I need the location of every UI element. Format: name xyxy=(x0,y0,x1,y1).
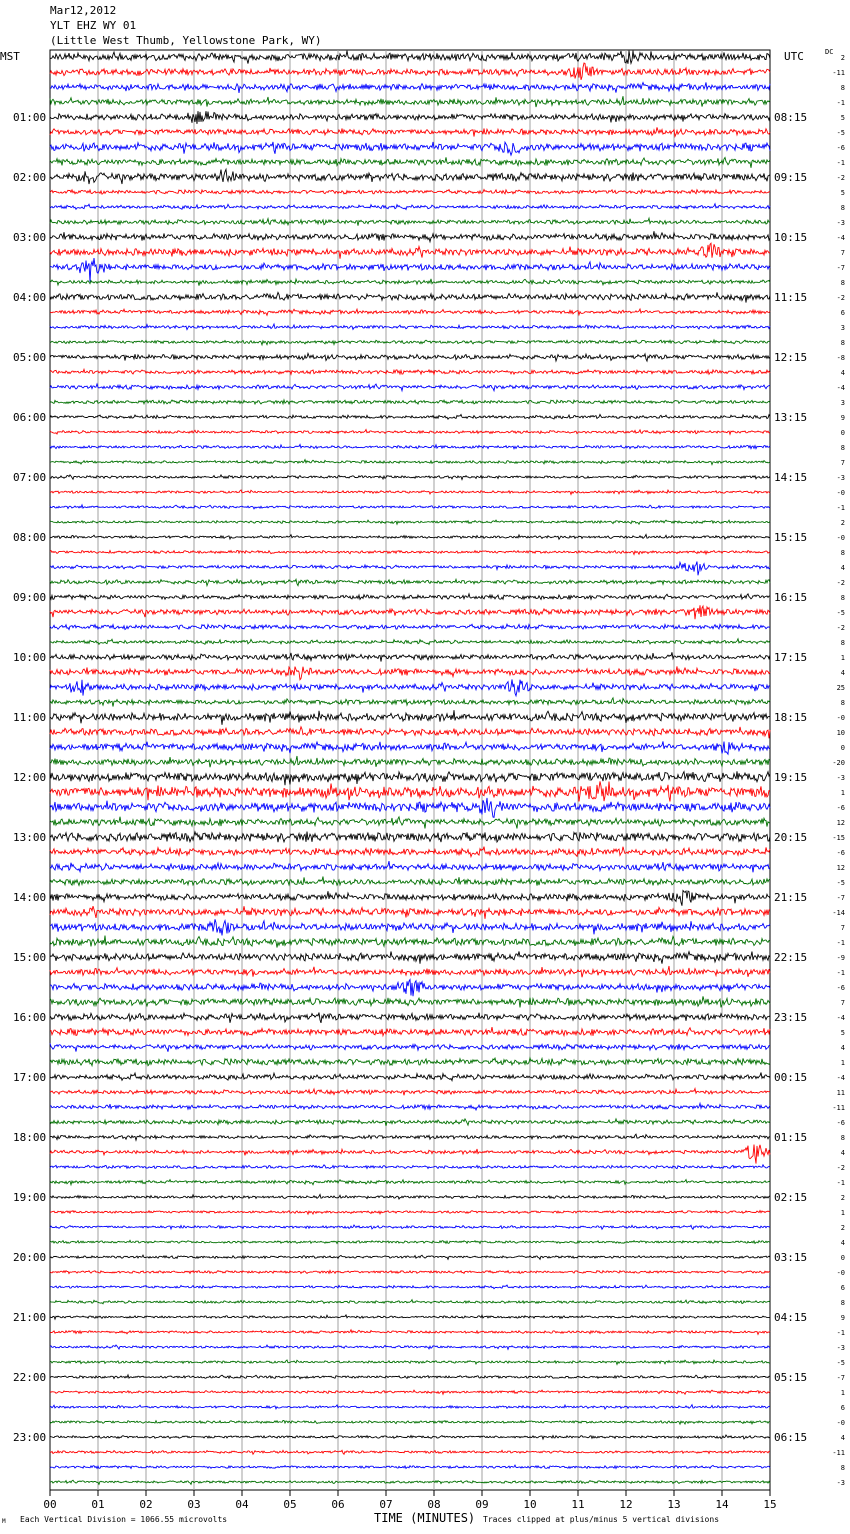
left-timezone-label: MST xyxy=(0,50,20,63)
seismic-trace xyxy=(50,1058,770,1066)
dc-offset-value: -1 xyxy=(836,159,845,167)
seismic-trace xyxy=(50,877,770,886)
seismic-trace xyxy=(50,919,770,935)
left-hour-label: 14:00 xyxy=(13,891,47,904)
dc-offset-value: -3 xyxy=(836,1344,845,1352)
right-hour-label: 06:15 xyxy=(774,1431,808,1444)
dc-offset-value: -6 xyxy=(836,849,845,857)
dc-offset-value: -1 xyxy=(836,939,845,947)
seismic-trace xyxy=(50,1240,770,1243)
dc-offset-value: -1 xyxy=(836,1179,845,1187)
left-hour-label: 21:00 xyxy=(13,1311,47,1324)
seismic-trace xyxy=(50,781,770,801)
dc-offset-value: -14 xyxy=(832,909,845,917)
seismic-trace xyxy=(50,906,770,919)
x-tick-label: 02 xyxy=(139,1498,153,1511)
x-tick-label: 13 xyxy=(667,1498,681,1511)
right-hour-label: 08:15 xyxy=(774,111,808,124)
dc-offset-value: 8 xyxy=(840,84,845,92)
seismic-trace xyxy=(50,96,770,107)
right-hour-label: 03:15 xyxy=(774,1251,808,1264)
seismic-trace xyxy=(50,1043,770,1051)
dc-offset-value: 1 xyxy=(840,1059,845,1067)
seismic-trace xyxy=(50,460,770,465)
x-tick-label: 15 xyxy=(763,1498,777,1511)
dc-offset-value: -2 xyxy=(836,579,845,587)
dc-offset-value: -2 xyxy=(836,1164,845,1172)
dc-offset-value: -3 xyxy=(836,474,845,482)
left-hour-label: 13:00 xyxy=(13,831,47,844)
seismic-trace xyxy=(50,936,770,948)
left-hour-label: 23:00 xyxy=(13,1431,47,1444)
seismic-trace xyxy=(50,204,770,210)
seismic-trace xyxy=(50,169,770,184)
seismic-trace xyxy=(50,1089,770,1096)
dc-offset-value: 3 xyxy=(840,324,845,332)
seismic-trace xyxy=(50,142,770,155)
seismic-trace xyxy=(50,1103,770,1110)
dc-offset-value: 8 xyxy=(840,549,845,557)
dc-offset-value: 8 xyxy=(840,639,845,647)
dc-offset-value: 9 xyxy=(840,414,845,422)
right-hour-label: 12:15 xyxy=(774,351,808,364)
seismic-trace xyxy=(50,1225,770,1229)
seismic-trace xyxy=(50,1450,770,1454)
seismic-trace xyxy=(50,63,770,80)
seismic-trace xyxy=(50,279,770,286)
right-hour-label: 13:15 xyxy=(774,411,808,424)
dc-offset-value: 8 xyxy=(840,204,845,212)
seismic-trace xyxy=(50,891,770,906)
dc-offset-value: 8 xyxy=(840,444,845,452)
seismic-trace xyxy=(50,579,770,585)
seismic-trace xyxy=(50,996,770,1007)
dc-offset-value: 0 xyxy=(840,429,845,437)
left-hour-label: 02:00 xyxy=(13,171,47,184)
dc-offset-header: DC xyxy=(825,48,834,56)
seismic-trace xyxy=(50,727,770,739)
dc-offset-value: 8 xyxy=(840,1464,845,1472)
dc-offset-value: -8 xyxy=(836,354,845,362)
right-hour-label: 20:15 xyxy=(774,831,808,844)
right-hour-label: 19:15 xyxy=(774,771,808,784)
seismic-trace xyxy=(50,157,770,168)
seismic-trace xyxy=(50,292,770,302)
seismic-trace xyxy=(50,562,770,576)
x-tick-label: 14 xyxy=(715,1498,729,1511)
seismic-trace xyxy=(50,535,770,540)
seismic-trace xyxy=(50,594,770,600)
dc-offset-value: 8 xyxy=(840,1134,845,1142)
right-hour-label: 10:15 xyxy=(774,231,808,244)
seismic-trace xyxy=(50,445,770,449)
header-date: Mar12,2012 xyxy=(50,4,117,17)
dc-offset-value: 4 xyxy=(840,1434,845,1442)
seismic-trace xyxy=(50,1145,770,1164)
left-hour-label: 19:00 xyxy=(13,1191,47,1204)
left-hour-label: 22:00 xyxy=(13,1371,47,1384)
seismic-trace xyxy=(50,353,770,361)
dc-offset-value: -4 xyxy=(836,1074,845,1082)
seismic-trace xyxy=(50,666,770,679)
seismic-trace xyxy=(50,847,770,857)
dc-offset-value: -2 xyxy=(836,174,845,182)
dc-offset-value: 4 xyxy=(840,1149,845,1157)
dc-offset-value: 4 xyxy=(840,369,845,377)
seismic-trace xyxy=(50,82,770,93)
seismic-trace xyxy=(50,741,770,754)
dc-offset-value: -1 xyxy=(836,969,845,977)
seismic-trace xyxy=(50,384,770,391)
seismic-trace xyxy=(50,1134,770,1140)
seismic-trace xyxy=(50,231,770,242)
header-station: YLT EHZ WY 01 xyxy=(50,19,137,32)
seismic-trace xyxy=(50,1390,770,1394)
seismic-trace xyxy=(50,309,770,315)
seismic-trace xyxy=(50,1073,770,1081)
seismic-trace xyxy=(50,1271,770,1274)
left-hour-label: 15:00 xyxy=(13,951,47,964)
x-tick-label: 04 xyxy=(235,1498,249,1511)
seismic-trace xyxy=(50,218,770,226)
right-hour-label: 14:15 xyxy=(774,471,808,484)
dc-offset-value: -2 xyxy=(836,624,845,632)
dc-offset-value: 4 xyxy=(840,564,845,572)
seismic-trace xyxy=(50,1255,770,1259)
dc-offset-value: -0 xyxy=(836,1269,845,1277)
right-hour-label: 02:15 xyxy=(774,1191,808,1204)
dc-offset-value: 12 xyxy=(836,864,845,872)
dc-offset-value: -5 xyxy=(836,879,845,887)
dc-offset-value: -0 xyxy=(836,714,845,722)
dc-offset-value: 7 xyxy=(840,999,845,1007)
dc-offset-value: 11 xyxy=(836,1089,845,1097)
dc-offset-value: 6 xyxy=(840,1284,845,1292)
dc-offset-value: -7 xyxy=(836,894,845,902)
seismic-trace xyxy=(50,415,770,420)
seismic-trace xyxy=(50,1315,770,1319)
dc-offset-value: 7 xyxy=(840,459,845,467)
dc-offset-value: 12 xyxy=(836,819,845,827)
seismic-trace xyxy=(50,340,770,345)
dc-offset-value: -7 xyxy=(836,264,845,272)
dc-offset-value: 2 xyxy=(840,54,845,62)
dc-offset-value: 9 xyxy=(840,1314,845,1322)
dc-offset-value: -6 xyxy=(836,144,845,152)
right-hour-label: 16:15 xyxy=(774,591,808,604)
dc-offset-value: -1 xyxy=(836,1329,845,1337)
seismic-trace xyxy=(50,966,770,977)
dc-offset-value: -6 xyxy=(836,804,845,812)
left-hour-label: 04:00 xyxy=(13,291,47,304)
x-tick-label: 06 xyxy=(331,1498,345,1511)
seismic-trace xyxy=(50,1300,770,1304)
seismic-trace xyxy=(50,817,770,829)
seismic-trace xyxy=(50,111,770,124)
left-hour-label: 20:00 xyxy=(13,1251,47,1264)
dc-offset-value: -5 xyxy=(836,1359,845,1367)
dc-offset-value: -0 xyxy=(836,1419,845,1427)
left-hour-label: 07:00 xyxy=(13,471,47,484)
seismic-trace xyxy=(50,1465,770,1468)
seismic-trace xyxy=(50,861,770,872)
seismic-trace xyxy=(50,1013,770,1023)
seismic-trace xyxy=(50,605,770,619)
seismic-trace xyxy=(50,710,770,725)
x-tick-label: 11 xyxy=(571,1498,585,1511)
dc-offset-value: 4 xyxy=(840,1044,845,1052)
left-hour-label: 17:00 xyxy=(13,1071,47,1084)
seismic-trace xyxy=(50,832,770,843)
x-tick-label: 10 xyxy=(523,1498,537,1511)
seismic-trace xyxy=(50,1435,770,1439)
left-hour-label: 16:00 xyxy=(13,1011,47,1024)
right-hour-label: 00:15 xyxy=(774,1071,808,1084)
seismic-trace xyxy=(50,1330,770,1335)
seismic-trace xyxy=(50,652,770,661)
left-hour-label: 12:00 xyxy=(13,771,47,784)
dc-offset-value: -7 xyxy=(836,1374,845,1382)
right-hour-label: 15:15 xyxy=(774,531,808,544)
seismic-trace xyxy=(50,400,770,404)
corner-mark: Μ xyxy=(2,1518,6,1525)
x-axis-title: TIME (MINUTES) xyxy=(374,1511,476,1525)
dc-offset-value: 7 xyxy=(840,924,845,932)
seismic-trace xyxy=(50,550,770,554)
dc-offset-value: 3 xyxy=(840,399,845,407)
dc-offset-value: -3 xyxy=(836,774,845,782)
seismic-trace xyxy=(50,505,770,509)
dc-offset-value: -4 xyxy=(836,234,845,242)
x-tick-label: 01 xyxy=(91,1498,105,1511)
seismic-trace xyxy=(50,475,770,480)
dc-offset-value: 6 xyxy=(840,309,845,317)
right-hour-label: 21:15 xyxy=(774,891,808,904)
left-hour-label: 06:00 xyxy=(13,411,47,424)
dc-offset-value: 4 xyxy=(840,1239,845,1247)
seismic-trace xyxy=(50,1195,770,1200)
dc-offset-value: 1 xyxy=(840,789,845,797)
left-hour-label: 09:00 xyxy=(13,591,47,604)
dc-offset-value: 0 xyxy=(840,1254,845,1262)
dc-offset-value: 4 xyxy=(840,669,845,677)
dc-offset-value: 1 xyxy=(840,1389,845,1397)
right-hour-label: 18:15 xyxy=(774,711,808,724)
seismic-trace xyxy=(50,1211,770,1215)
dc-offset-value: 2 xyxy=(840,1224,845,1232)
seismic-trace xyxy=(50,1480,770,1484)
scale-note: Each Vertical Division = 1066.55 microvolts xyxy=(20,1515,228,1524)
dc-offset-value: 1 xyxy=(840,1209,845,1217)
right-hour-label: 09:15 xyxy=(774,171,808,184)
right-hour-label: 04:15 xyxy=(774,1311,808,1324)
x-tick-label: 09 xyxy=(475,1498,489,1511)
seismic-trace xyxy=(50,679,770,695)
x-tick-label: 12 xyxy=(619,1498,633,1511)
dc-offset-value: -1 xyxy=(836,99,845,107)
dc-offset-value: -15 xyxy=(832,834,845,842)
seismic-trace xyxy=(50,1345,770,1349)
dc-offset-value: -11 xyxy=(832,1104,845,1112)
seismic-trace xyxy=(50,1027,770,1036)
seismic-trace xyxy=(50,624,770,629)
seismic-trace xyxy=(50,980,770,997)
seismic-trace xyxy=(50,1285,770,1289)
x-tick-label: 07 xyxy=(379,1498,393,1511)
seismic-trace xyxy=(50,520,770,524)
seismic-trace xyxy=(50,369,770,374)
right-hour-label: 17:15 xyxy=(774,651,808,664)
left-hour-label: 01:00 xyxy=(13,111,47,124)
dc-offset-value: 5 xyxy=(840,189,845,197)
dc-offset-value: -11 xyxy=(832,1449,845,1457)
dc-offset-value: -11 xyxy=(832,69,845,77)
seismic-trace xyxy=(50,1405,770,1409)
right-hour-label: 22:15 xyxy=(774,951,808,964)
seismic-trace xyxy=(50,1360,770,1364)
dc-offset-value: 2 xyxy=(840,1194,845,1202)
dc-offset-value: -5 xyxy=(836,129,845,137)
right-hour-label: 05:15 xyxy=(774,1371,808,1384)
seismic-trace xyxy=(50,639,770,645)
right-hour-label: 23:15 xyxy=(774,1011,808,1024)
seismic-trace xyxy=(50,698,770,707)
dc-offset-value: -0 xyxy=(836,534,845,542)
dc-offset-value: -1 xyxy=(836,504,845,512)
dc-offset-value: 8 xyxy=(840,594,845,602)
right-timezone-label: UTC xyxy=(784,50,804,63)
dc-offset-value: 2 xyxy=(840,519,845,527)
x-tick-label: 00 xyxy=(43,1498,57,1511)
dc-offset-value: 8 xyxy=(840,1299,845,1307)
dc-offset-value: 5 xyxy=(840,114,845,122)
dc-offset-value: 8 xyxy=(840,339,845,347)
left-hour-label: 03:00 xyxy=(13,231,47,244)
seismic-trace xyxy=(50,51,770,64)
seismic-trace xyxy=(50,324,770,330)
dc-offset-value: -4 xyxy=(836,1014,845,1022)
seismic-trace xyxy=(50,798,770,818)
dc-offset-value: -4 xyxy=(836,384,845,392)
left-hour-label: 05:00 xyxy=(13,351,47,364)
left-hour-label: 10:00 xyxy=(13,651,47,664)
dc-offset-value: -6 xyxy=(836,984,845,992)
dc-offset-value: -3 xyxy=(836,219,845,227)
seismic-trace xyxy=(50,1119,770,1126)
dc-offset-value: 8 xyxy=(840,279,845,287)
seismic-trace xyxy=(50,951,770,963)
seismic-trace xyxy=(50,243,770,259)
x-tick-label: 05 xyxy=(283,1498,297,1511)
right-hour-label: 01:15 xyxy=(774,1131,808,1144)
seismic-trace xyxy=(50,771,770,785)
x-tick-label: 08 xyxy=(427,1498,441,1511)
clip-note: Traces clipped at plus/minus 5 vertical divisions xyxy=(483,1515,720,1524)
dc-offset-value: -2 xyxy=(836,294,845,302)
seismic-trace xyxy=(50,258,770,282)
left-hour-label: 18:00 xyxy=(13,1131,47,1144)
dc-offset-value: -9 xyxy=(836,954,845,962)
seismic-trace xyxy=(50,127,770,136)
dc-offset-value: 1 xyxy=(840,654,845,662)
dc-offset-value: 0 xyxy=(840,744,845,752)
left-hour-label: 08:00 xyxy=(13,531,47,544)
seismic-trace xyxy=(50,756,770,767)
seismic-trace xyxy=(50,1180,770,1185)
dc-offset-value: -3 xyxy=(836,1479,845,1487)
dc-offset-value: 10 xyxy=(836,729,845,737)
seismic-trace xyxy=(50,190,770,195)
dc-offset-value: 8 xyxy=(840,699,845,707)
seismic-trace xyxy=(50,1375,770,1379)
dc-offset-value: 5 xyxy=(840,1029,845,1037)
dc-offset-value: -20 xyxy=(832,759,845,767)
right-hour-label: 11:15 xyxy=(774,291,808,304)
seismic-trace xyxy=(50,1421,770,1425)
seismic-trace xyxy=(50,430,770,435)
dc-offset-value: 25 xyxy=(836,684,845,692)
x-tick-label: 03 xyxy=(187,1498,201,1511)
dc-offset-value: 6 xyxy=(840,1404,845,1412)
seismic-trace xyxy=(50,490,770,494)
dc-offset-value: -6 xyxy=(836,1119,845,1127)
left-hour-label: 11:00 xyxy=(13,711,47,724)
dc-offset-value: 7 xyxy=(840,249,845,257)
dc-offset-value: -0 xyxy=(836,489,845,497)
header-location: (Little West Thumb, Yellowstone Park, WY) xyxy=(50,34,322,47)
seismic-trace xyxy=(50,1165,770,1169)
dc-offset-value: -5 xyxy=(836,609,845,617)
